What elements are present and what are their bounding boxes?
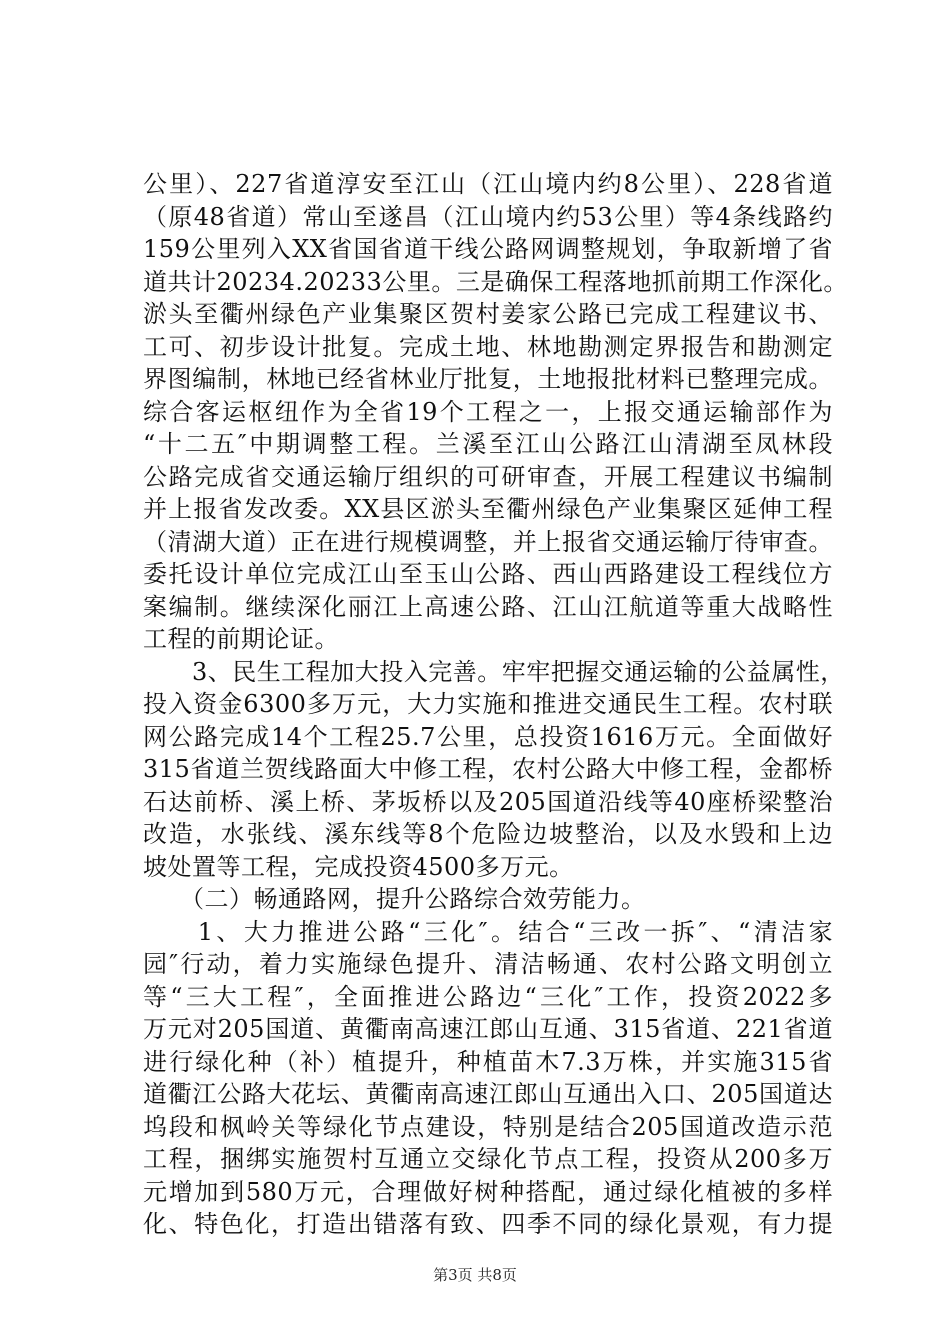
text-line: （清湖大道）正在进行规模调整，并上报省交通运输厅待审查。 <box>143 527 833 556</box>
page-footer: 第3页 共8页 <box>433 1266 517 1284</box>
text-line: 坞段和枫岭关等绿化节点建设，特别是结合205国道改造示范 <box>143 1112 833 1141</box>
text-line: 1、大力推进公路“三化″。结合“三改一拆″、“清洁家 <box>143 917 833 946</box>
text-line: 改造，水张线、溪东线等8个危险边坡整治，以及水毁和上边 <box>143 820 833 848</box>
text-line: 坡处置等工程，完成投资4500多万元。 <box>143 852 574 881</box>
text-line: 进行绿化种（补）植提升，种植苗木7.3万株，并实施315省 <box>143 1047 833 1076</box>
text-line: 石达前桥、溪上桥、茅坂桥以及205国道沿线等40座桥梁整治 <box>143 787 833 816</box>
text-line: 元增加到580万元，合理做好树种搭配，通过绿化植被的多样 <box>143 1177 833 1206</box>
text-line: “十二五″中期调整工程。兰溪至江山公路江山清湖至凤林段 <box>143 430 833 458</box>
document-body <box>143 168 848 1241</box>
text-line: 委托设计单位完成江山至玉山公路、西山西路建设工程线位方 <box>143 560 833 588</box>
text-line: （原48省道）常山至遂昌（江山境内约53公里）等4条线路约 <box>143 202 833 231</box>
text-line: 淤头至衢州绿色产业集聚区贺村姜家公路已完成工程建议书、 <box>143 300 833 328</box>
text-line: 工程，捆绑实施贺村互通立交绿化节点工程，投资从200多万 <box>143 1145 833 1173</box>
text-line: 投入资金6300多万元，大力实施和推进交通民生工程。农村联 <box>143 690 833 718</box>
text-line: 万元对205国道、黄衢南高速江郎山互通、315省道、221省道 <box>143 1015 833 1043</box>
text-line: 网公路完成14个工程25.7公里，总投资1616万元。全面做好 <box>143 722 833 751</box>
text-line: 园″行动，着力实施绿色提升、清洁畅通、农村公路文明创立 <box>143 950 833 978</box>
text-line: 159公里列入XX省国省道干线公路网调整规划，争取新增了省 <box>143 235 833 263</box>
text-line: 315省道兰贺线路面大中修工程，农村公路大中修工程，金都桥 <box>143 755 833 783</box>
text-line: 工程的前期论证。 <box>143 625 339 653</box>
text-line: 等“三大工程″，全面推进公路边“三化″工作，投资2022多 <box>143 982 833 1011</box>
text-line: 工可、初步设计批复。完成土地、林地勘测定界报告和勘测定 <box>143 332 833 361</box>
text-line: 并上报省发改委。XX县区淤头至衢州绿色产业集聚区延伸工程 <box>143 495 833 523</box>
text-line: 公里）、227省道淳安至江山（江山境内约8公里）、228省道 <box>143 170 833 198</box>
text-line: 化、特色化，打造出错落有致、四季不同的绿化景观，有力提 <box>143 1210 833 1238</box>
text-line: 综合客运枢纽作为全省19个工程之一，上报交通运输部作为 <box>143 397 833 426</box>
text-line: （二）畅通路网，提升公路综合效劳能力。 <box>143 885 646 913</box>
text-line: 界图编制，林地已经省林业厅批复，土地报批材料已整理完成。 <box>143 365 833 393</box>
text-line: 案编制。继续深化丽江上高速公路、江山江航道等重大战略性 <box>143 592 833 621</box>
text-line: 道共计20234.20233公里。三是确保工程落地抓前期工作深化。 <box>143 267 848 296</box>
text-line: 道衢江公路大花坛、黄衢南高速江郎山互通出入口、205国道达 <box>143 1080 833 1108</box>
text-line: 3、民生工程加大投入完善。牢牢把握交通运输的公益属性， <box>143 657 845 686</box>
text-line: 公路完成省交通运输厅组织的可研审查，开展工程建议书编制 <box>143 462 833 491</box>
